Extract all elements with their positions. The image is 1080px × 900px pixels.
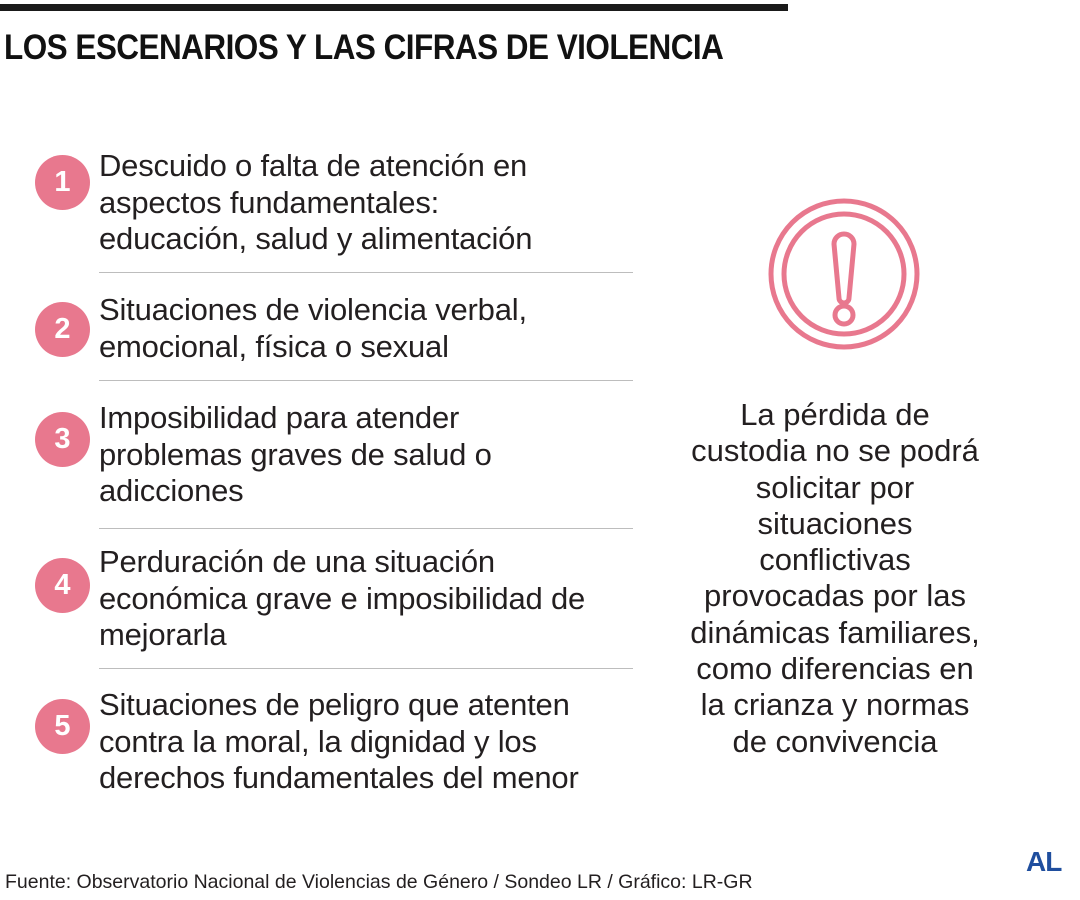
page-title: LOS ESCENARIOS Y LAS CIFRAS DE VIOLENCIA	[4, 28, 724, 67]
source-credit: Fuente: Observatorio Nacional de Violencias de Género / Sondeo LR / Gráfico: LR-GR	[5, 871, 753, 893]
divider	[99, 668, 633, 669]
divider	[99, 380, 633, 381]
item-text: Situaciones de violencia verbal, emocional, física o sexual	[99, 292, 527, 364]
item-text: Situaciones de peligro que atenten contra la moral, la dignidad y los derechos fundamentales del menor	[99, 687, 579, 795]
number-badge: 5	[35, 699, 90, 754]
number-badge: 2	[35, 302, 90, 357]
number-badge: 1	[35, 155, 90, 210]
warning-icon	[768, 198, 920, 350]
item-text: Descuido o falta de atención en aspectos fundamentales: educación, salud y alimentación	[99, 148, 533, 256]
number-badge: 4	[35, 558, 90, 613]
divider	[99, 528, 633, 529]
divider	[99, 272, 633, 273]
brand-logo: AL	[1026, 846, 1062, 877]
item-text: Perduración de una situación económica grave e imposibilidad de mejorarla	[99, 544, 586, 652]
item-text: Imposibilidad para atender problemas graves de salud o adicciones	[99, 400, 492, 508]
custody-note: La pérdida de custodia no se podrá solicitar por situaciones conflictivas provocadas por las dinámicas familiares, como diferencias en la crianza y normas de convivencia	[690, 397, 980, 759]
number-badge: 3	[35, 412, 90, 467]
